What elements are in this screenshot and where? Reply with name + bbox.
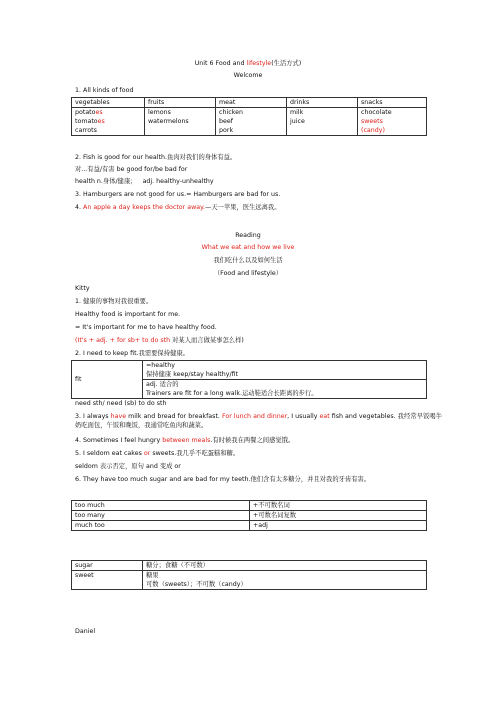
table-row: [72, 98, 427, 108]
kitty-line-2: Healthy food is important for me.: [75, 311, 181, 318]
table-row: [72, 501, 427, 511]
kitty-line-4: (It's + adj. + for sb+ to do sth 对某人而言做某事怎么样): [75, 337, 244, 344]
table-row: [72, 571, 427, 590]
line-apple: 4. An apple a day keeps the doctor away.—天一苹果，医生远离我。: [75, 204, 281, 211]
sugar-table: [71, 560, 427, 590]
line-need: need sth/ need (sb) to do sth: [75, 400, 167, 407]
table-cell: fruits: [145, 98, 216, 108]
table-cell: too many: [72, 511, 250, 521]
reading-cn-title: 我们吃什么以及如何生活: [213, 257, 283, 264]
table-row: [72, 511, 427, 521]
table-cell: meat: [216, 98, 287, 108]
line-seldom: 5. I seldom eat cakes or sweets.我几乎不吃蛋糕和糖。: [75, 450, 240, 457]
table-cell: +不可数名词: [250, 501, 427, 511]
table-cell: potatoes tomatoes carrots: [72, 108, 145, 136]
line-hungry: 4. Sometimes I feel hungry between meals.有时候我在两餐之间感觉饿。: [75, 437, 295, 444]
table-row: [72, 361, 427, 380]
table-cell: much too: [72, 521, 250, 531]
line-seldom-note: seldom 表示否定，原句 and 变成 or: [75, 463, 181, 470]
table-cell: fit: [72, 361, 143, 399]
table-cell: snacks: [358, 98, 427, 108]
table-cell: drinks: [287, 98, 358, 108]
much-table: [71, 500, 427, 531]
line-good-for: 对...有益/有害 be good for/be bad for: [75, 166, 188, 173]
line-fish: 2. Fish is good for our health.鱼肉对我们的身体有益。: [75, 154, 237, 161]
line-sugar: 6. They have too much sugar and are bad for my teeth.他们含有太多糖分，并且对我的牙齿有害。: [75, 476, 371, 483]
page-title: Unit 6 Food and lifestyle(生活方式): [194, 60, 302, 67]
table-cell: =healthy 保持健康 keep/stay healthy/fit: [143, 361, 427, 380]
table-row: [72, 108, 427, 136]
table-cell: 糖分；食糖（不可数）: [143, 561, 427, 571]
table-cell: chocolate sweets (candy): [358, 108, 427, 136]
reading-paren: （Food and lifestyle）: [213, 270, 283, 277]
section-subtitle: Welcome: [233, 72, 263, 79]
table-cell: lemons watermelons: [145, 108, 216, 136]
table-row: [72, 521, 427, 531]
table-cell: +可数名词复数: [250, 511, 427, 521]
table-cell: sugar: [72, 561, 143, 571]
line-health: health n.身体/健康； adj. healthy-unhealthy: [75, 178, 214, 185]
table-row: [72, 561, 427, 571]
line-breakfast: 3. I always have milk and bread for breakfast. For lunch and dinner, I usually eat fish and vegetables. 我经常早饭喝牛奶吃面包，午饭和晚饭，我通常吃鱼肉和蔬菜。: [75, 413, 443, 429]
speaker-kitty: Kitty: [75, 285, 90, 292]
reading-heading: Reading: [235, 232, 261, 239]
speaker-daniel: Daniel: [75, 628, 96, 635]
table-cell: too much: [72, 501, 250, 511]
table-cell: sweet: [72, 571, 143, 590]
table-cell: chicken beef pork: [216, 108, 287, 136]
line-hamburgers: 3. Hamburgers are not good for us.= Hamburgers are bad for us.: [75, 191, 281, 198]
table-cell: +adj: [250, 521, 427, 531]
fit-table: [71, 360, 427, 399]
kitty-line-1: 1. 健康的事物对我很重要。: [75, 298, 153, 305]
table-cell: adj. 适合的 Trainers are fit for a long walk.运动鞋适合长距离的步行。: [143, 380, 427, 399]
kitty-line-5: 2. I need to keep fit.我需要保持健康。: [75, 350, 189, 357]
food-heading: 1. All kinds of food: [75, 87, 134, 94]
table-cell: milk juice: [287, 108, 358, 136]
food-table: [71, 97, 427, 136]
table-cell: vegetables: [72, 98, 145, 108]
reading-title: What we eat and how we live: [201, 244, 295, 251]
kitty-line-3: = It's important for me to have healthy food.: [75, 324, 217, 331]
table-cell: 糖果 可数（sweets）；不可数（candy）: [143, 571, 427, 590]
